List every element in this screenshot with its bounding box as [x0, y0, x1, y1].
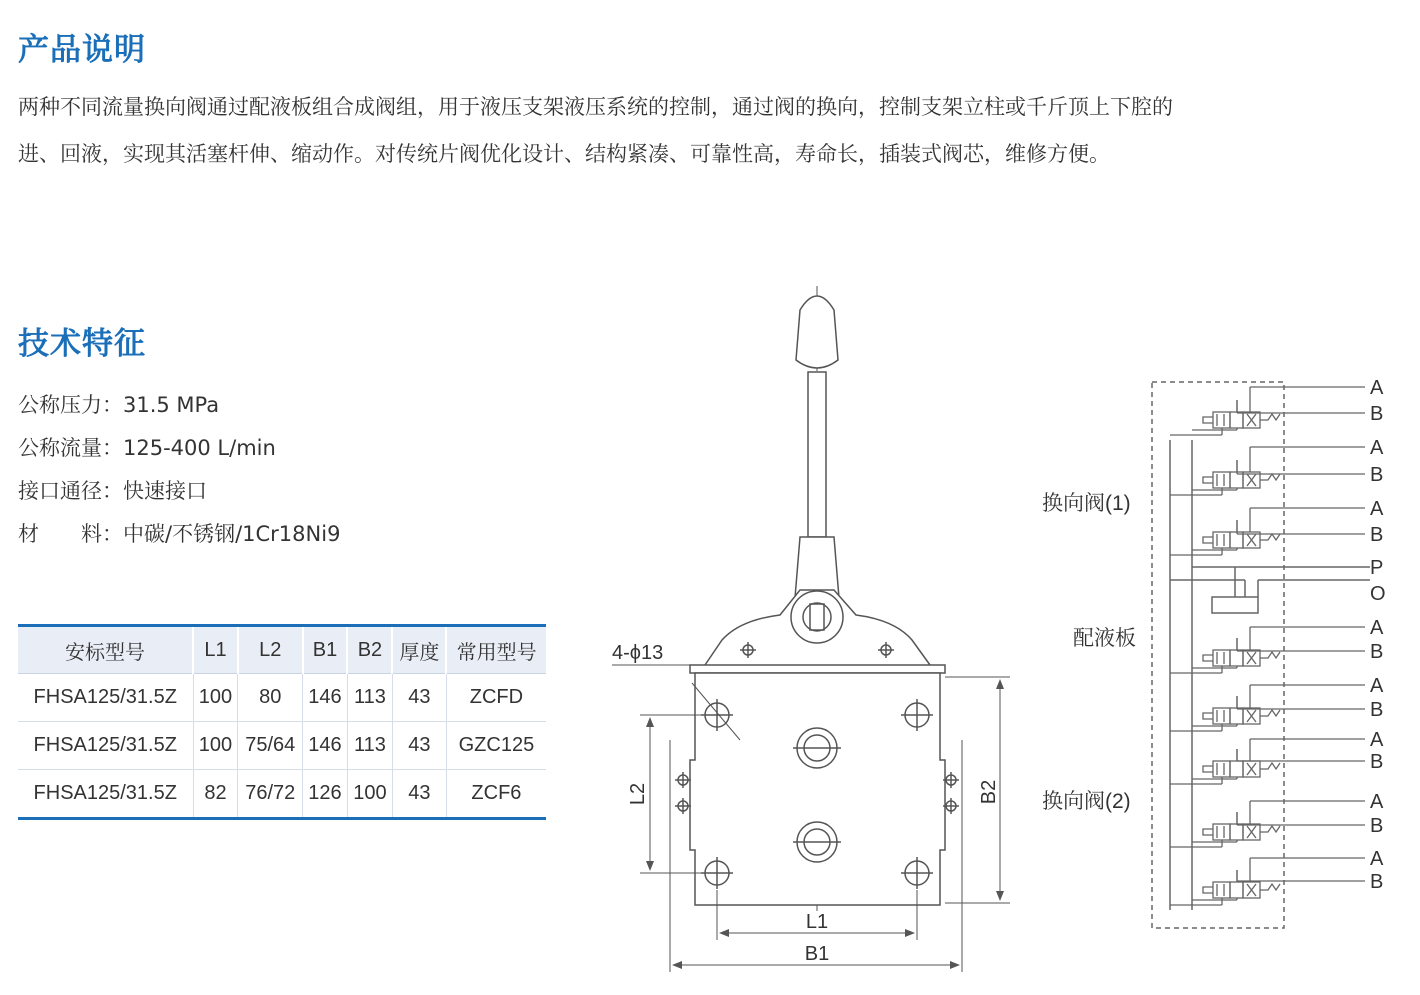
- port-label: A: [1370, 437, 1384, 459]
- col-header-model: 安标型号: [18, 626, 193, 674]
- table-cell: 146: [303, 722, 348, 770]
- port-label: B: [1370, 815, 1384, 837]
- table-cell: FHSA125/31.5Z: [18, 722, 193, 770]
- spec-value: 125-400 L/min: [123, 436, 276, 460]
- table-cell: 80: [238, 674, 303, 722]
- port-label: O: [1370, 583, 1386, 605]
- port-label: A: [1370, 729, 1384, 751]
- table-cell: ZCF6: [471, 782, 522, 804]
- port-label: A: [1370, 675, 1384, 697]
- table-cell: 82: [193, 770, 238, 819]
- port-label: B: [1370, 641, 1384, 663]
- valve-group-2-label: 换向阀(2): [1042, 790, 1131, 813]
- hole-spec-label: 4-ϕ13: [612, 642, 664, 664]
- col-header-b2: B2: [347, 626, 392, 674]
- table-cell: 75/64: [238, 722, 303, 770]
- port-label: B: [1370, 464, 1384, 486]
- table-cell: 113: [347, 722, 392, 770]
- table-cell: FHSA125/31.5Z: [18, 674, 193, 722]
- valve-group-1-label: 换向阀(1): [1042, 492, 1131, 515]
- technical-features-title: 技术特征: [18, 326, 146, 362]
- port-label: B: [1370, 751, 1384, 773]
- table-cell: 100: [347, 770, 392, 819]
- spec-label: 公称流量：: [18, 436, 123, 460]
- table-cell: 146: [303, 674, 348, 722]
- table-cell: FHSA125/31.5Z: [18, 770, 193, 819]
- manifold-plate-label: 配液板: [1073, 627, 1136, 650]
- spec-value: 快速接口: [123, 479, 207, 503]
- description-line-1: 两种不同流量换向阀通过配液板组合成阀组，用于液压支架液压系统的控制，通过阀的换向，控制支架立柱或千斤顶上下腔的: [18, 95, 1173, 119]
- table-cell: 43: [392, 722, 446, 770]
- table-cell: 126: [303, 770, 348, 819]
- col-header-common-model: 常用型号: [446, 626, 546, 674]
- port-label: A: [1370, 791, 1384, 813]
- table-cell: 113: [347, 674, 392, 722]
- port-label: A: [1370, 377, 1384, 399]
- spec-label: 公称压力：: [18, 393, 123, 417]
- dim-l1-label: L1: [805, 911, 829, 933]
- col-header-l2: L2: [238, 626, 303, 674]
- spec-value: 31.5 MPa: [123, 393, 220, 417]
- port-label: P: [1370, 557, 1384, 579]
- table-cell: 100: [193, 674, 238, 722]
- table-cell: 43: [392, 674, 446, 722]
- dim-b1-label: B1: [804, 943, 830, 965]
- table-cell: GZC125: [446, 722, 546, 770]
- valve-symbol: [1170, 862, 1280, 905]
- table-cell: ZCFD: [446, 674, 546, 722]
- description-line-2: 进、回液，实现其活塞杆伸、缩动作。对传统片阀优化设计、结构紧凑、可靠性高，寿命长，插装式阀芯，维修方便。: [18, 142, 1110, 166]
- col-header-thickness: 厚度: [392, 626, 446, 674]
- table-cell: 76/72: [238, 770, 303, 819]
- valve-symbol: [1170, 741, 1280, 784]
- spec-value: 中碳/不锈钢/1Cr18Ni9: [123, 522, 341, 546]
- port-label: B: [1370, 403, 1384, 425]
- port-label: B: [1370, 699, 1384, 721]
- spec-label: 接口通径：: [18, 479, 123, 503]
- spec-label: 材 料：: [18, 522, 123, 546]
- dim-l2-label: L2: [627, 782, 649, 806]
- col-header-b1: B1: [303, 626, 348, 674]
- dim-b2-label: B2: [978, 779, 1000, 805]
- port-label: B: [1370, 871, 1384, 893]
- port-label: A: [1370, 848, 1384, 870]
- port-label: A: [1370, 617, 1384, 639]
- port-label: A: [1370, 498, 1384, 520]
- valve-group-boundary: [1152, 382, 1284, 928]
- col-header-l1: L1: [193, 626, 238, 674]
- product-description-title: 产品说明: [18, 32, 146, 68]
- table-cell: 43: [392, 770, 446, 819]
- port-label: B: [1370, 524, 1384, 546]
- table-cell: 100: [193, 722, 238, 770]
